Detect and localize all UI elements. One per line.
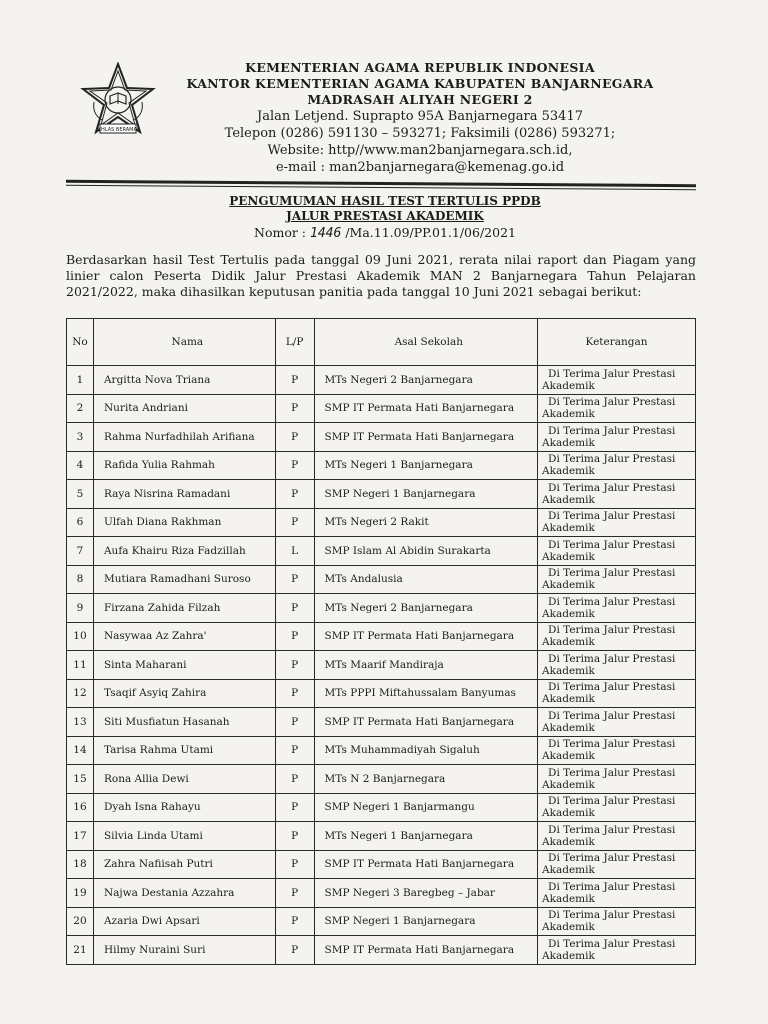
table-row	[67, 736, 696, 765]
keterangan-line-1: Di Terima Jalur Prestasi	[548, 367, 676, 380]
cell-keterangan	[538, 508, 696, 537]
cell-asal-sekolah: SMP Islam Al Abidin Surakarta	[314, 537, 537, 566]
keterangan-line-1: Di Terima Jalur Prestasi	[548, 709, 676, 722]
school-name: MADRASAH ALIYAH NEGERI 2	[307, 92, 533, 107]
cell-lp: P	[275, 879, 314, 908]
table-row	[67, 366, 696, 395]
header-no: No	[67, 319, 94, 366]
keterangan-line-2: Akademik	[542, 465, 595, 478]
cell-keterangan	[538, 793, 696, 822]
cell-asal-sekolah: MTs Negeri 2 Banjarnegara	[314, 594, 537, 623]
school-website: Website: http//www.man2banjarnegara.sch.id,	[267, 143, 573, 158]
cell-keterangan	[538, 879, 696, 908]
office-name: KANTOR KEMENTERIAN AGAMA KABUPATEN BANJARNEGARA	[186, 76, 654, 91]
table-row	[67, 822, 696, 851]
keterangan-line-2: Akademik	[542, 835, 595, 848]
keterangan-line-2: Akademik	[542, 522, 595, 535]
keterangan-line-1: Di Terima Jalur Prestasi	[548, 481, 676, 494]
cell-asal-sekolah: SMP Negeri 1 Banjarmangu	[314, 793, 537, 822]
cell-nama: Nurita Andriani	[93, 394, 275, 423]
keterangan-line-2: Akademik	[542, 949, 595, 962]
nomor-label: Nomor :	[254, 225, 307, 240]
table-row	[67, 907, 696, 936]
cell-no: 11	[67, 651, 94, 680]
letterhead	[160, 60, 680, 176]
cell-keterangan	[538, 765, 696, 794]
cell-nama: Azaria Dwi Apsari	[93, 907, 275, 936]
keterangan-line-1: Di Terima Jalur Prestasi	[548, 538, 676, 551]
cell-lp: P	[275, 793, 314, 822]
cell-no: 21	[67, 936, 94, 965]
cell-lp: P	[275, 736, 314, 765]
cell-nama: Raya Nisrina Ramadani	[93, 480, 275, 509]
cell-lp: P	[275, 822, 314, 851]
cell-asal-sekolah: SMP IT Permata Hati Banjarnegara	[314, 936, 537, 965]
keterangan-line-1: Di Terima Jalur Prestasi	[548, 823, 676, 836]
table-row	[67, 537, 696, 566]
cell-lp: P	[275, 850, 314, 879]
document-number	[150, 224, 620, 243]
cell-keterangan	[538, 822, 696, 851]
ministry-name: KEMENTERIAN AGAMA REPUBLIK INDONESIA	[245, 60, 595, 75]
title-line-2: JALUR PRESTASI AKADEMIK	[286, 209, 484, 223]
school-address: Jalan Letjend. Suprapto 95A Banjarnegara 53417	[256, 109, 583, 124]
cell-no: 1	[67, 366, 94, 395]
cell-lp: P	[275, 594, 314, 623]
cell-asal-sekolah: SMP IT Permata Hati Banjarnegara	[314, 394, 537, 423]
keterangan-line-2: Akademik	[542, 579, 595, 592]
keterangan-line-1: Di Terima Jalur Prestasi	[548, 738, 676, 751]
cell-no: 7	[67, 537, 94, 566]
cell-keterangan	[538, 451, 696, 480]
cell-nama: Dyah Isna Rahayu	[93, 793, 275, 822]
keterangan-line-2: Akademik	[542, 778, 595, 791]
keterangan-line-1: Di Terima Jalur Prestasi	[548, 880, 676, 893]
table-row	[67, 850, 696, 879]
announcement-title	[150, 194, 620, 243]
table-row	[67, 565, 696, 594]
header-lp: L/P	[275, 319, 314, 366]
keterangan-line-2: Akademik	[542, 807, 595, 820]
cell-nama: Sinta Maharani	[93, 651, 275, 680]
table-row	[67, 708, 696, 737]
logo-motto: IKHLAS BERAMAL	[96, 127, 140, 133]
cell-asal-sekolah: SMP IT Permata Hati Banjarnegara	[314, 622, 537, 651]
table-row	[67, 879, 696, 908]
table-row	[67, 679, 696, 708]
cell-nama: Silvia Linda Utami	[93, 822, 275, 851]
cell-asal-sekolah: SMP IT Permata Hati Banjarnegara	[314, 708, 537, 737]
school-phone: Telepon (0286) 591130 – 593271; Faksimili (0286) 593271;	[224, 126, 616, 141]
keterangan-line-2: Akademik	[542, 693, 595, 706]
table-row	[67, 793, 696, 822]
cell-nama: Hilmy Nuraini Suri	[93, 936, 275, 965]
table-row	[67, 936, 696, 965]
cell-asal-sekolah: MTs Muhammadiyah Sigaluh	[314, 736, 537, 765]
cell-nama: Zahra Nafiisah Putri	[93, 850, 275, 879]
results-table	[66, 318, 696, 965]
keterangan-line-2: Akademik	[542, 721, 595, 734]
table-row	[67, 508, 696, 537]
keterangan-line-1: Di Terima Jalur Prestasi	[548, 766, 676, 779]
cell-keterangan	[538, 736, 696, 765]
keterangan-line-1: Di Terima Jalur Prestasi	[548, 909, 676, 922]
cell-asal-sekolah: SMP Negeri 1 Banjarnegara	[314, 480, 537, 509]
cell-keterangan	[538, 423, 696, 452]
cell-asal-sekolah: MTs Andalusia	[314, 565, 537, 594]
table-row	[67, 622, 696, 651]
keterangan-line-2: Akademik	[542, 436, 595, 449]
cell-no: 12	[67, 679, 94, 708]
cell-no: 20	[67, 907, 94, 936]
cell-asal-sekolah: MTs PPPI Miftahussalam Banyumas	[314, 679, 537, 708]
title-line-1: PENGUMUMAN HASIL TEST TERTULIS PPDB	[229, 194, 541, 208]
cell-keterangan	[538, 651, 696, 680]
cell-lp: P	[275, 423, 314, 452]
keterangan-line-2: Akademik	[542, 379, 595, 392]
cell-no: 2	[67, 394, 94, 423]
table-row	[67, 480, 696, 509]
nomor-suffix: /Ma.11.09/PP.01.1/06/2021	[345, 225, 516, 240]
cell-no: 9	[67, 594, 94, 623]
cell-asal-sekolah: MTs Maarif Mandiraja	[314, 651, 537, 680]
cell-lp: P	[275, 936, 314, 965]
keterangan-line-1: Di Terima Jalur Prestasi	[548, 396, 676, 409]
cell-keterangan	[538, 480, 696, 509]
cell-lp: P	[275, 366, 314, 395]
cell-no: 15	[67, 765, 94, 794]
cell-nama: Tsaqif Asyiq Zahira	[93, 679, 275, 708]
keterangan-line-1: Di Terima Jalur Prestasi	[548, 937, 676, 950]
cell-no: 18	[67, 850, 94, 879]
cell-lp: P	[275, 679, 314, 708]
cell-lp: P	[275, 907, 314, 936]
cell-nama: Mutiara Ramadhani Suroso	[93, 565, 275, 594]
keterangan-line-2: Akademik	[542, 921, 595, 934]
cell-no: 4	[67, 451, 94, 480]
cell-nama: Najwa Destania Azzahra	[93, 879, 275, 908]
table-row	[67, 765, 696, 794]
cell-no: 16	[67, 793, 94, 822]
cell-keterangan	[538, 594, 696, 623]
table-row	[67, 423, 696, 452]
cell-asal-sekolah: MTs Negeri 1 Banjarnegara	[314, 822, 537, 851]
keterangan-line-2: Akademik	[542, 636, 595, 649]
keterangan-line-2: Akademik	[542, 664, 595, 677]
cell-no: 19	[67, 879, 94, 908]
table-row	[67, 594, 696, 623]
cell-nama: Rahma Nurfadhilah Arifiana	[93, 423, 275, 452]
cell-nama: Argitta Nova Triana	[93, 366, 275, 395]
cell-nama: Siti Musfiatun Hasanah	[93, 708, 275, 737]
cell-lp: P	[275, 651, 314, 680]
keterangan-line-2: Akademik	[542, 607, 595, 620]
school-email: e-mail : man2banjarnegara@kemenag.go.id	[275, 160, 565, 175]
cell-lp: P	[275, 508, 314, 537]
keterangan-line-2: Akademik	[542, 750, 595, 763]
table-row	[67, 651, 696, 680]
keterangan-line-1: Di Terima Jalur Prestasi	[548, 795, 676, 808]
header-nama: Nama	[93, 319, 275, 366]
keterangan-line-1: Di Terima Jalur Prestasi	[548, 652, 676, 665]
cell-nama: Firzana Zahida Filzah	[93, 594, 275, 623]
cell-no: 8	[67, 565, 94, 594]
cell-lp: P	[275, 480, 314, 509]
cell-keterangan	[538, 394, 696, 423]
cell-keterangan	[538, 679, 696, 708]
keterangan-line-1: Di Terima Jalur Prestasi	[548, 852, 676, 865]
keterangan-line-2: Akademik	[542, 550, 595, 563]
cell-lp: P	[275, 394, 314, 423]
cell-nama: Tarisa Rahma Utami	[93, 736, 275, 765]
keterangan-line-1: Di Terima Jalur Prestasi	[548, 424, 676, 437]
cell-asal-sekolah: MTs Negeri 2 Rakit	[314, 508, 537, 537]
cell-no: 14	[67, 736, 94, 765]
cell-asal-sekolah: MTs Negeri 1 Banjarnegara	[314, 451, 537, 480]
cell-lp: L	[275, 537, 314, 566]
keterangan-line-1: Di Terima Jalur Prestasi	[548, 567, 676, 580]
cell-keterangan	[538, 366, 696, 395]
cell-keterangan	[538, 936, 696, 965]
cell-lp: P	[275, 451, 314, 480]
cell-lp: P	[275, 765, 314, 794]
keterangan-line-1: Di Terima Jalur Prestasi	[548, 510, 676, 523]
table-row	[67, 451, 696, 480]
header-asal-sekolah: Asal Sekolah	[314, 319, 537, 366]
cell-lp: P	[275, 708, 314, 737]
cell-asal-sekolah: SMP Negeri 3 Baregbeg – Jabar	[314, 879, 537, 908]
cell-keterangan	[538, 537, 696, 566]
cell-nama: Rona Allia Dewi	[93, 765, 275, 794]
cell-lp: P	[275, 622, 314, 651]
header-keterangan: Keterangan	[538, 319, 696, 366]
cell-keterangan	[538, 708, 696, 737]
cell-no: 3	[67, 423, 94, 452]
cell-keterangan	[538, 622, 696, 651]
keterangan-line-1: Di Terima Jalur Prestasi	[548, 453, 676, 466]
cell-nama: Ulfah Diana Rakhman	[93, 508, 275, 537]
kemenag-logo-icon	[80, 62, 156, 138]
cell-asal-sekolah: SMP IT Permata Hati Banjarnegara	[314, 850, 537, 879]
cell-asal-sekolah: MTs Negeri 2 Banjarnegara	[314, 366, 537, 395]
intro-paragraph: Berdasarkan hasil Test Tertulis pada tanggal 09 Juni 2021, rerata nilai raport dan Piagam yang linier calon Peserta Didik Jalur Prestasi Akademik MAN 2 Banjarnegara Tahun Pelajaran 2021/2022, maka dihasilkan keputusan panitia pada tanggal 10 Juni 2021 sebagai berikut:	[66, 252, 696, 299]
table-header-row	[67, 319, 696, 366]
keterangan-line-1: Di Terima Jalur Prestasi	[548, 681, 676, 694]
cell-keterangan	[538, 850, 696, 879]
cell-no: 13	[67, 708, 94, 737]
cell-asal-sekolah: SMP Negeri 1 Banjarnegara	[314, 907, 537, 936]
cell-keterangan	[538, 565, 696, 594]
cell-nama: Aufa Khairu Riza Fadzillah	[93, 537, 275, 566]
keterangan-line-2: Akademik	[542, 408, 595, 421]
cell-no: 17	[67, 822, 94, 851]
cell-asal-sekolah: SMP IT Permata Hati Banjarnegara	[314, 423, 537, 452]
cell-asal-sekolah: MTs N 2 Banjarnegara	[314, 765, 537, 794]
cell-lp: P	[275, 565, 314, 594]
cell-nama: Rafida Yulia Rahmah	[93, 451, 275, 480]
keterangan-line-1: Di Terima Jalur Prestasi	[548, 595, 676, 608]
table-row	[67, 394, 696, 423]
cell-keterangan	[538, 907, 696, 936]
keterangan-line-2: Akademik	[542, 892, 595, 905]
keterangan-line-1: Di Terima Jalur Prestasi	[548, 624, 676, 637]
keterangan-line-2: Akademik	[542, 864, 595, 877]
cell-no: 5	[67, 480, 94, 509]
cell-no: 6	[67, 508, 94, 537]
nomor-handwritten: 1446	[310, 226, 342, 241]
keterangan-line-2: Akademik	[542, 493, 595, 506]
cell-nama: Nasywaa Az Zahra'	[93, 622, 275, 651]
cell-no: 10	[67, 622, 94, 651]
